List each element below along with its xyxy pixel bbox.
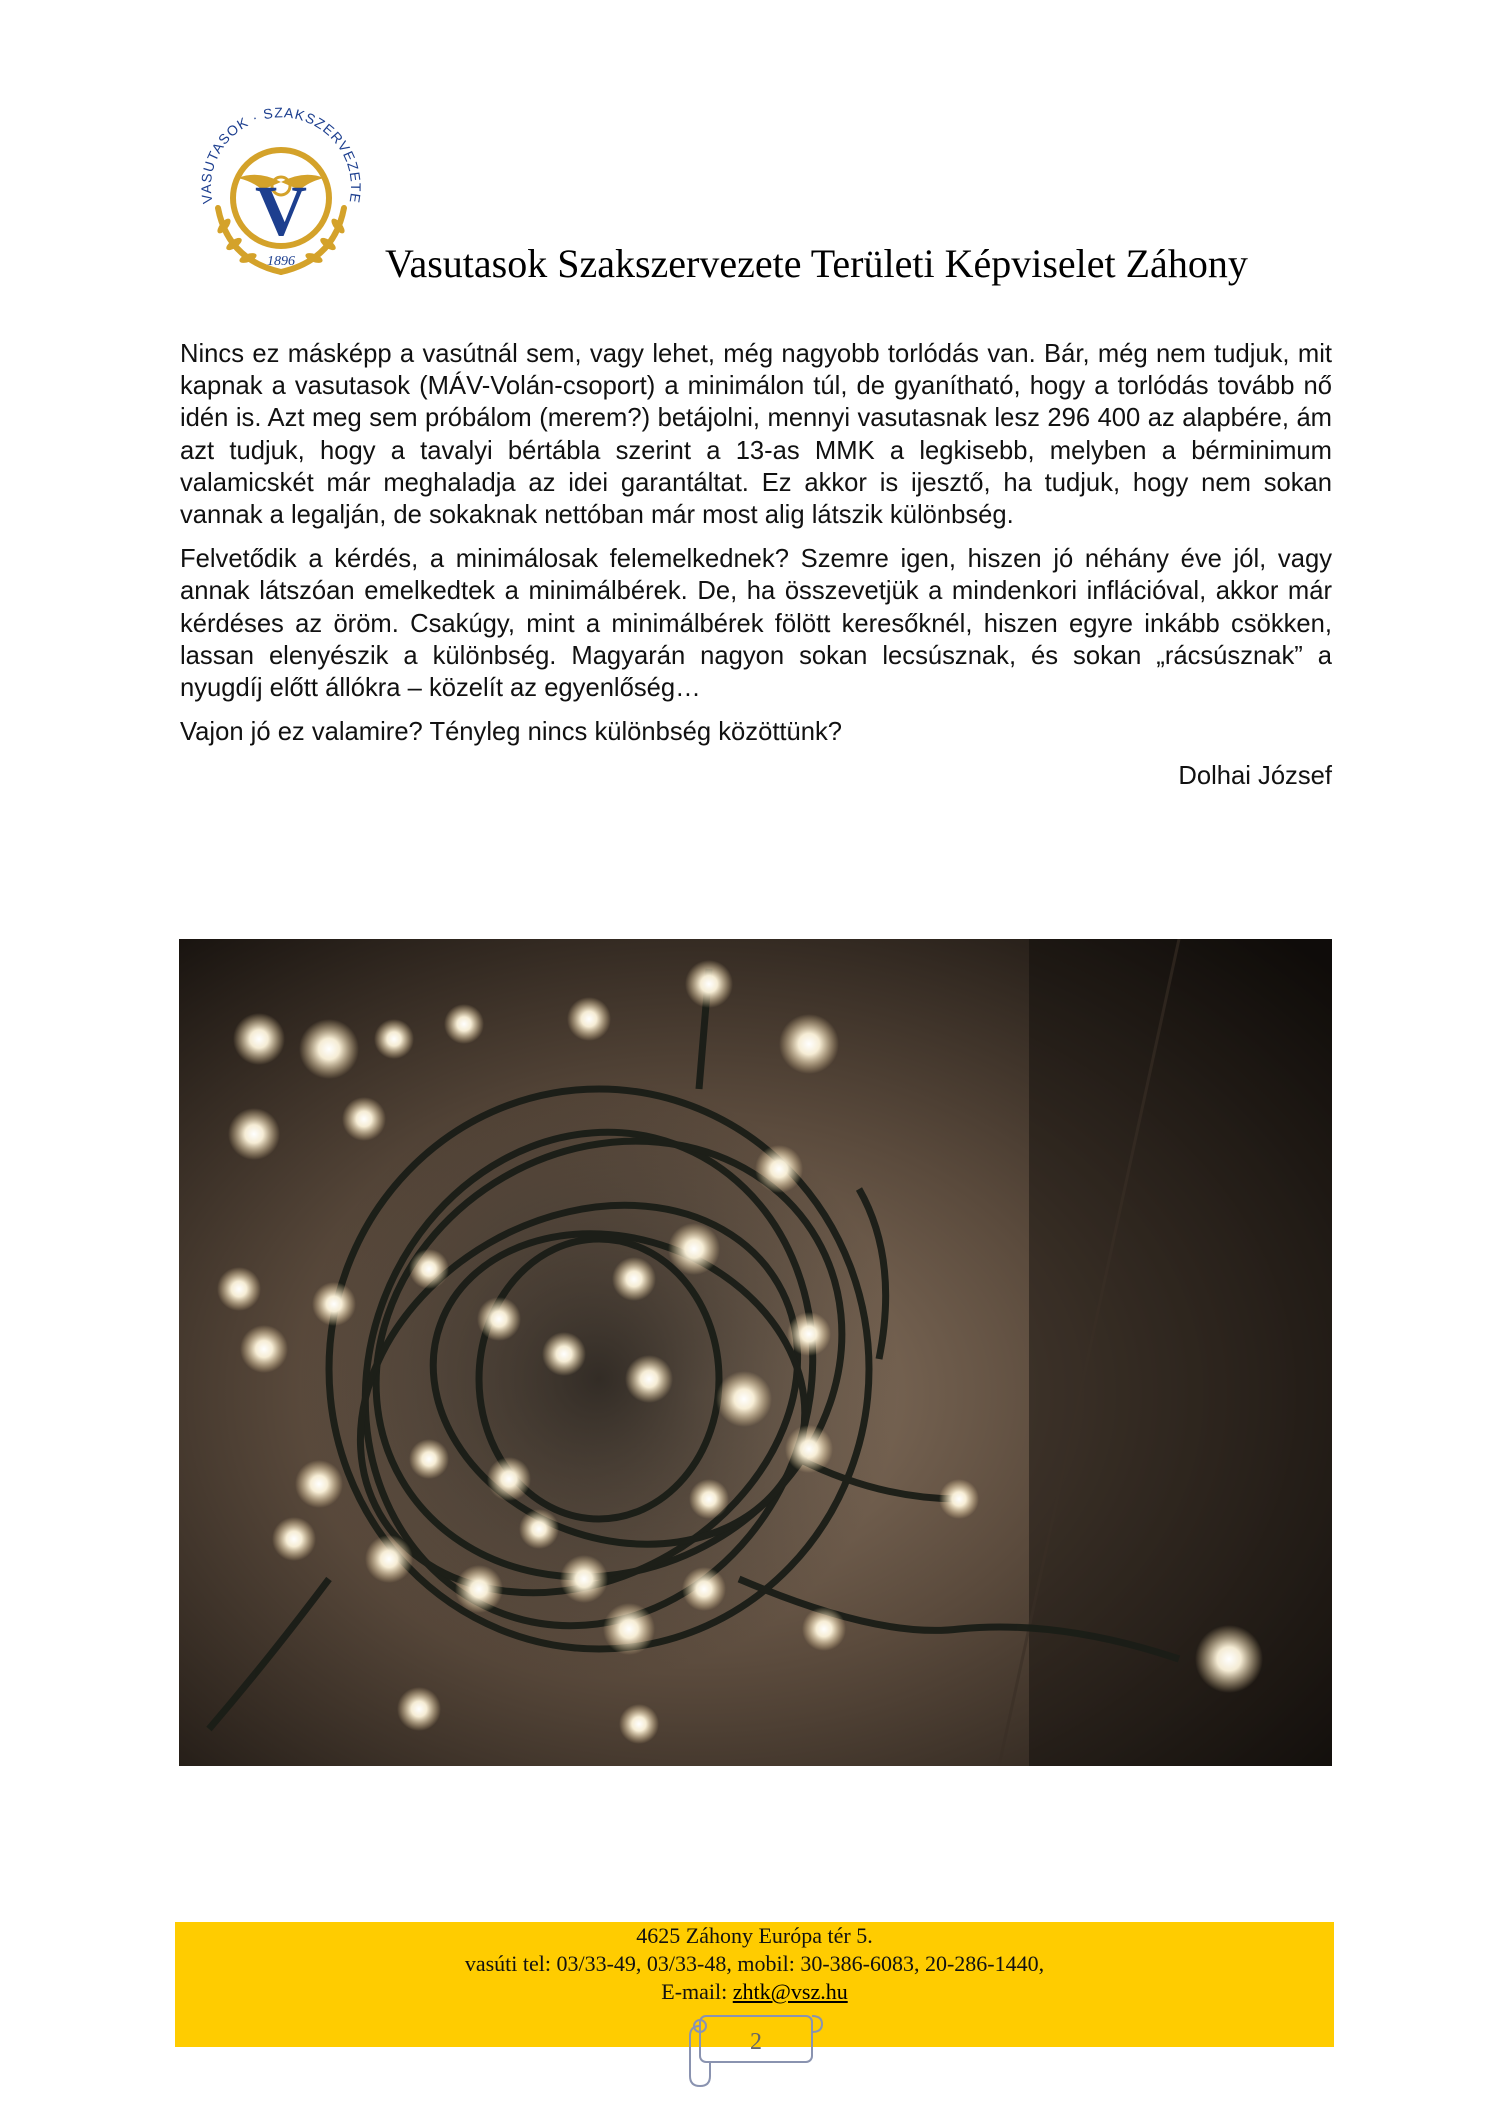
- footer-phones: vasúti tel: 03/33-49, 03/33-48, mobil: 30-386-6083, 20-286-1440,: [464, 1951, 1045, 1976]
- union-logo: [188, 100, 374, 286]
- footer-email-link[interactable]: zhtk@vsz.hu: [732, 1979, 848, 2004]
- organization-title: Vasutasok Szakszervezete Területi Képviselet Záhony: [385, 241, 1248, 286]
- logo-year: 1896: [267, 254, 295, 269]
- logo-ring-text: VASUTASOK · SZAKSZERVEZETE: [197, 104, 365, 205]
- footer-contact: [175, 1922, 1334, 2006]
- article-body: [180, 338, 1332, 793]
- author-signature: Dolhai József: [1178, 762, 1332, 791]
- article-paragraph: Nincs ez másképp a vasútnál sem, vagy lehet, még nagyobb torlódás van. Bár, még nem tudjuk, mit kapnak a vasutasok (MÁV-Volán-csoport) a minimálon túl, de gyanítható, hogy a torlódás tovább nő idén is. Azt meg sem próbálom (merem?) betájolni, mennyi vasutasnak lesz 296 400 az alapbére, ám azt tudjuk, hogy a tavalyi bértábla szerint a 13-as MMK a legkisebb, melyben a bérminimum valamicskét már meghaladja az idei garantáltat. Ez akkor is ijesztő, ha tudjuk, hogy nem sokan vannak a legalján, de sokaknak nettóban már most alig látszik különbség.: [180, 340, 1332, 530]
- article-paragraph: Vajon jó ez valamire? Tényleg nincs különbség közöttünk?: [180, 718, 843, 747]
- fairy-lights-photo: [179, 939, 1332, 1766]
- logo-initial: V: [255, 171, 307, 251]
- footer-email-label: E-mail:: [661, 1979, 733, 2004]
- article-paragraph: Felvetődik a kérdés, a minimálosak felemelkednek? Szemre igen, hiszen jó néhány éve jól, vagy annak látszóan emelkedtek a minimálbérek. De, ha összevetjük a mindenkori inflációval, akkor már kérdéses az öröm. Csakúgy, mint a minimálbérek fölött keresőknél, hiszen egyre inkább csökken, lassan elenyészik a különbség. Magyarán nagyon sokan lecsúsznak, és sokan „rácsúsznak” a nyugdíj előtt állókra – közelít az egyenlőség…: [180, 545, 1332, 703]
- page-number: 2: [750, 2029, 762, 2055]
- footer-email-line: [175, 1978, 1334, 2006]
- footer-address: 4625 Záhony Európa tér 5.: [636, 1923, 873, 1948]
